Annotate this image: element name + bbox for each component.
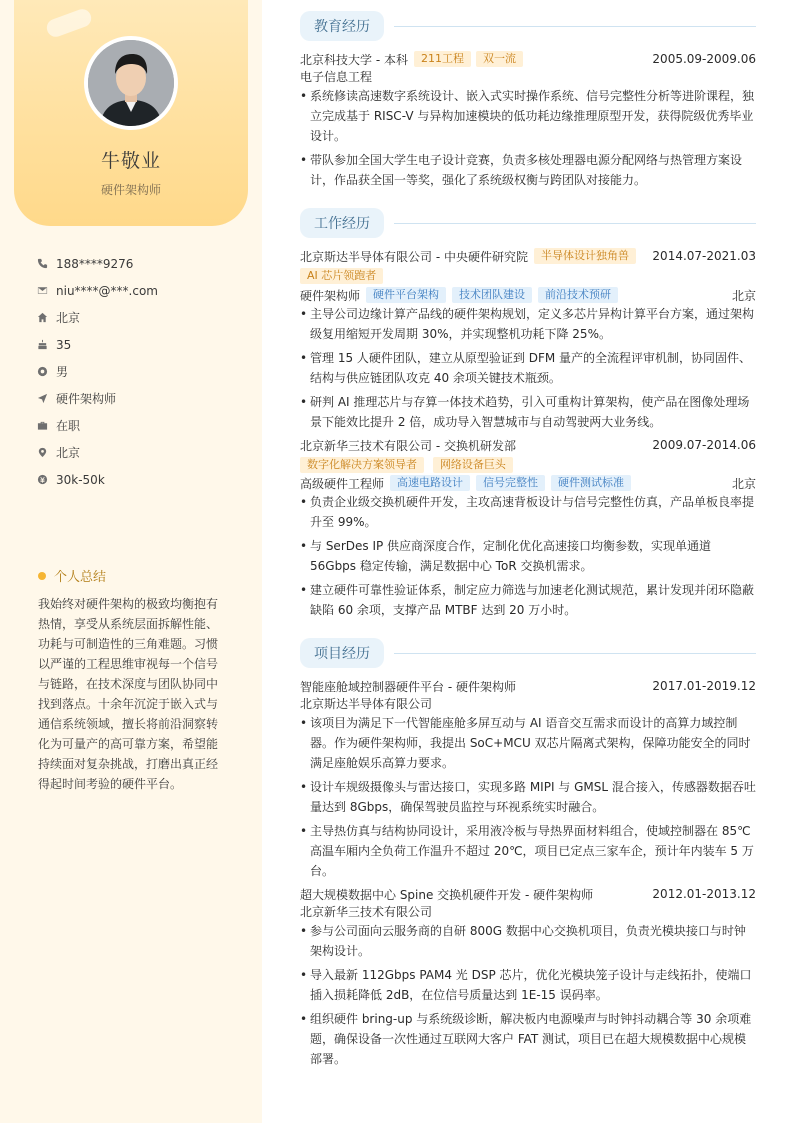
company-tags-row (300, 457, 756, 473)
company-tags-row (300, 268, 756, 284)
list-item: • 管理 15 人硬件团队，建立从原型验证到 DFM 量产的全流程评审机制，协同固件、结构与供应链团队攻克 40 余项关键技术瓶颈。 (300, 348, 756, 388)
project-date: 2017.01-2019.12 (652, 679, 756, 693)
job-city: 北京 (731, 288, 756, 303)
project-name: 智能座舱域控制器硬件平台 - 硬件架构师 (300, 679, 516, 694)
job-header (300, 436, 756, 454)
list-item: • 负责企业级交换机硬件开发，主攻高速背板设计与信号完整性仿真，产品单板良率提升至 99%。 (300, 492, 756, 532)
summary-title: 个人总结 (54, 570, 107, 585)
home-icon (36, 312, 48, 324)
contact-home (36, 304, 246, 331)
skill-tag: 高速电路设计 (390, 475, 470, 491)
skill-tag: 技术团队建设 (452, 287, 532, 303)
list-item: • 导入最新 112Gbps PAM4 光 DSP 芯片，优化光模块笼子设计与走线拓扑，使端口插入损耗降低 2dB，在位信号质量达到 1E-15 误码率。 (300, 965, 756, 1005)
education-header (300, 50, 756, 68)
gender-icon (36, 366, 48, 378)
project-header (300, 677, 756, 695)
list-item: • 参与公司面向云服务商的自研 800G 数据中心交换机项目，负责光模块接口与时钟架构设计。 (300, 921, 756, 961)
company-name: 北京新华三技术有限公司 - 交换机研发部 (300, 438, 516, 453)
company-tag: 数字化解决方案领导者 (300, 457, 424, 473)
skill-tag: 硬件测试标准 (551, 475, 631, 491)
contact-text: 188****9276 (56, 256, 134, 271)
contact-list (36, 250, 246, 493)
avatar (84, 36, 178, 130)
contact-text: 硬件架构师 (56, 392, 117, 406)
job-date: 2014.07-2021.03 (652, 249, 756, 263)
divider (394, 223, 756, 224)
avatar-photo (88, 40, 174, 126)
cake-icon (36, 339, 48, 351)
divider (394, 26, 756, 27)
project-date: 2012.01-2013.12 (652, 887, 756, 901)
contact-text: 北京 (56, 446, 81, 460)
project-org: 北京新华三技术有限公司 (300, 905, 433, 919)
contact-text: niu****@***.com (56, 283, 158, 298)
contact-age (36, 331, 246, 358)
contact-text: 在职 (56, 419, 81, 433)
job-position-row (300, 474, 756, 492)
summary-heading (38, 566, 106, 585)
contact-target-role (36, 385, 246, 412)
job-bullets (300, 492, 756, 624)
decoration (44, 7, 93, 40)
section-title: 工作经历 (300, 208, 384, 238)
send-icon (36, 393, 48, 405)
major: 电子信息工程 (300, 70, 373, 84)
candidate-role: 硬件架构师 (100, 183, 161, 197)
project-header (300, 885, 756, 903)
location-icon (36, 447, 48, 459)
education-bullets (300, 86, 756, 194)
project-bullets (300, 713, 756, 885)
company-name: 北京斯达半导体有限公司 - 中央硬件研究院 (300, 249, 528, 264)
job-position: 硬件架构师 (300, 288, 361, 303)
contact-gender (36, 358, 246, 385)
candidate-name: 牛敬业 (100, 150, 161, 172)
section-projects (300, 637, 756, 669)
job-bullets (300, 304, 756, 436)
contact-phone (36, 250, 246, 277)
list-item: • 研判 AI 推理芯片与存算一体技术趋势，引入可重构计算架构，使产品在图像处理场景下能效比提升 2 倍，成功导入智慧城市与自动驾驶两大业务线。 (300, 392, 756, 432)
mail-icon (36, 285, 48, 297)
list-item: • 主导公司边缘计算产品线的硬件架构规划，定义多芯片异构计算平台方案，通过架构级复用缩短开发周期 30%，并实现整机功耗下降 25%。 (300, 304, 756, 344)
skill-tag: 硬件平台架构 (366, 287, 446, 303)
section-title: 教育经历 (300, 11, 384, 41)
sidebar (0, 0, 262, 1123)
briefcase-icon (36, 420, 48, 432)
list-item: • 组织硬件 bring-up 与系统级诊断，解决板内电源噪声与时钟抖动耦合等 30 余项难题，确保设备一次性通过互联网大客户 FAT 测试，项目已在超大规模数据中心规模部署。 (300, 1009, 756, 1069)
project-org: 北京斯达半导体有限公司 (300, 697, 433, 711)
school-name: 北京科技大学 - 本科 (300, 52, 408, 67)
list-item: • 该项目为满足下一代智能座舱多屏互动与 AI 语音交互需求而设计的高算力域控制器。作为硬件架构师，我提出 SoC+MCU 双芯片隔离式架构，保障功能安全的同时满足座舱娱乐高算力要求。 (300, 713, 756, 773)
divider (394, 653, 756, 654)
job-position-row (300, 286, 756, 304)
list-item: • 与 SerDes IP 供应商深度合作，定制化优化高速接口均衡参数，实现单通道 56Gbps 稳定传输，满足数据中心 ToR 交换机需求。 (300, 536, 756, 576)
contact-text: 35 (56, 337, 72, 352)
contact-text: 男 (56, 365, 69, 379)
job-city: 北京 (731, 476, 756, 491)
job-position: 高级硬件工程师 (300, 476, 385, 491)
company-tag: 网络设备巨头 (433, 457, 513, 473)
contact-text: 30k-50k (56, 472, 105, 487)
section-title: 项目经历 (300, 638, 384, 668)
project-bullets (300, 921, 756, 1073)
contact-location (36, 439, 246, 466)
company-tag: AI 芯片领跑者 (300, 268, 383, 284)
job-header (300, 247, 756, 265)
project-name: 超大规模数据中心 Spine 交换机硬件开发 - 硬件架构师 (300, 887, 594, 902)
list-item: • 设计车规级摄像头与雷达接口，实现多路 MIPI 与 GMSL 混合接入，传感器数据吞吐量达到 8Gbps，确保驾驶员监控与环视系统实时融合。 (300, 777, 756, 817)
job-date: 2009.07-2014.06 (652, 438, 756, 452)
phone-icon (36, 258, 48, 270)
education-date: 2005.09-2009.06 (652, 52, 756, 66)
company-tag: 半导体设计独角兽 (534, 248, 636, 264)
section-work (300, 207, 756, 239)
bullet-dot-icon (38, 572, 46, 580)
skill-tag: 信号完整性 (476, 475, 545, 491)
section-education (300, 10, 756, 42)
contact-text: 北京 (56, 311, 81, 325)
school-tag: 211工程 (414, 51, 471, 67)
contact-salary (36, 466, 246, 493)
skill-tag: 前沿技术预研 (538, 287, 618, 303)
contact-status (36, 412, 246, 439)
list-item: • 主导热仿真与结构协同设计，采用液冷板与导热界面材料组合，使域控制器在 85℃ 高温车厢内全负荷工作温升不超过 20℃，项目已定点三家车企，预计年内装车 5 万台。 (300, 821, 756, 881)
list-item: • 系统修读高速数字系统设计、嵌入式实时操作系统、信号完整性分析等进阶课程，独立完成基于 RISC-V 与异构加速模块的低功耗边缘推理原型开发，获得院级优秀毕业设计。 (300, 86, 756, 146)
list-item: • 带队参加全国大学生电子设计竞赛，负责多核处理器电源分配网络与热管理方案设计，作品获全国一等奖，强化了系统级权衡与跨团队对接能力。 (300, 150, 756, 190)
contact-email (36, 277, 246, 304)
school-tag: 双一流 (476, 51, 523, 67)
salary-icon (36, 474, 48, 486)
summary-text: 我始终对硬件架构的极致均衡抱有热情，享受从系统层面拆解性能、功耗与可制造性的三角难题。习惯以严谨的工程思维审视每一个信号与链路，在技术深度与团队协同中找到落点。十余年沉淀于嵌入式与通信系统领域，擅长将前沿洞察转化为可量产的高可靠方案，希望能持续面对复杂挑战，打磨出真正经得起时间考验的硬件平台。 (38, 597, 219, 791)
list-item: • 建立硬件可靠性验证体系，制定应力筛选与加速老化测试规范，累计发现并闭环隐蔽缺陷 60 余项，支撑产品 MTBF 达到 20 万小时。 (300, 580, 756, 620)
